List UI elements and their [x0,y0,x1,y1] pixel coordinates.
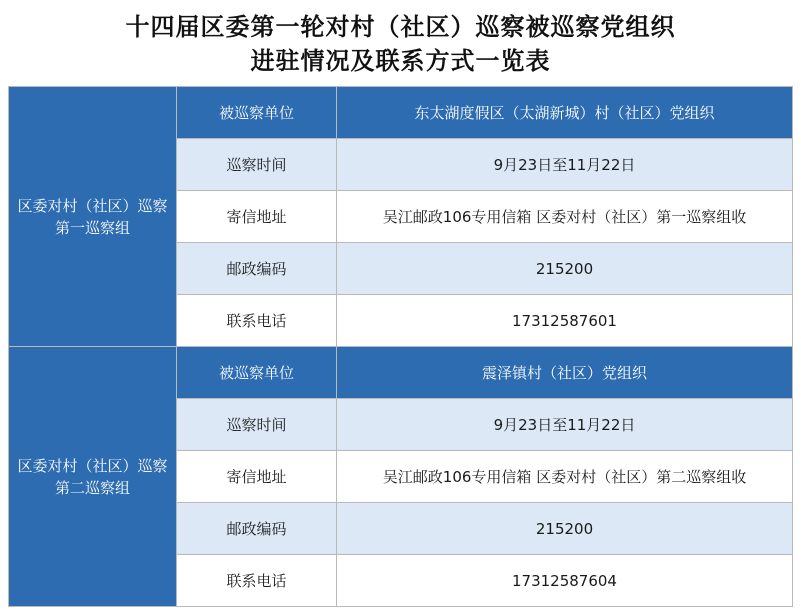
inspection-roster-table [8,86,793,607]
row-value: 215200 [337,243,793,295]
row-value: 吴江邮政106专用信箱 区委对村（社区）第一巡察组收 [337,191,793,243]
row-value: 东太湖度假区（太湖新城）村（社区）党组织 [337,87,793,139]
row-label: 被巡察单位 [177,347,337,399]
row-label: 寄信地址 [177,191,337,243]
row-label: 巡察时间 [177,399,337,451]
row-value: 9月23日至11月22日 [337,399,793,451]
row-value: 吴江邮政106专用信箱 区委对村（社区）第二巡察组收 [337,451,793,503]
row-label: 邮政编码 [177,243,337,295]
group-name-cell: 区委对村（社区）巡察第二巡察组 [9,347,177,607]
table-row [9,347,793,399]
row-label: 联系电话 [177,555,337,607]
row-label: 联系电话 [177,295,337,347]
row-label: 巡察时间 [177,139,337,191]
row-value: 9月23日至11月22日 [337,139,793,191]
group-name-cell: 区委对村（社区）巡察第一巡察组 [9,87,177,347]
page-title-line-2: 进驻情况及联系方式一览表 [250,47,551,75]
row-label: 被巡察单位 [177,87,337,139]
table-row [9,87,793,139]
row-value: 215200 [337,503,793,555]
page-title-line-1: 十四届区委第一轮对村（社区）巡察被巡察党组织 [125,13,676,41]
row-label: 寄信地址 [177,451,337,503]
row-value: 震泽镇村（社区）党组织 [337,347,793,399]
row-value: 17312587601 [337,295,793,347]
row-label: 邮政编码 [177,503,337,555]
title-block [0,0,801,78]
row-value: 17312587604 [337,555,793,607]
